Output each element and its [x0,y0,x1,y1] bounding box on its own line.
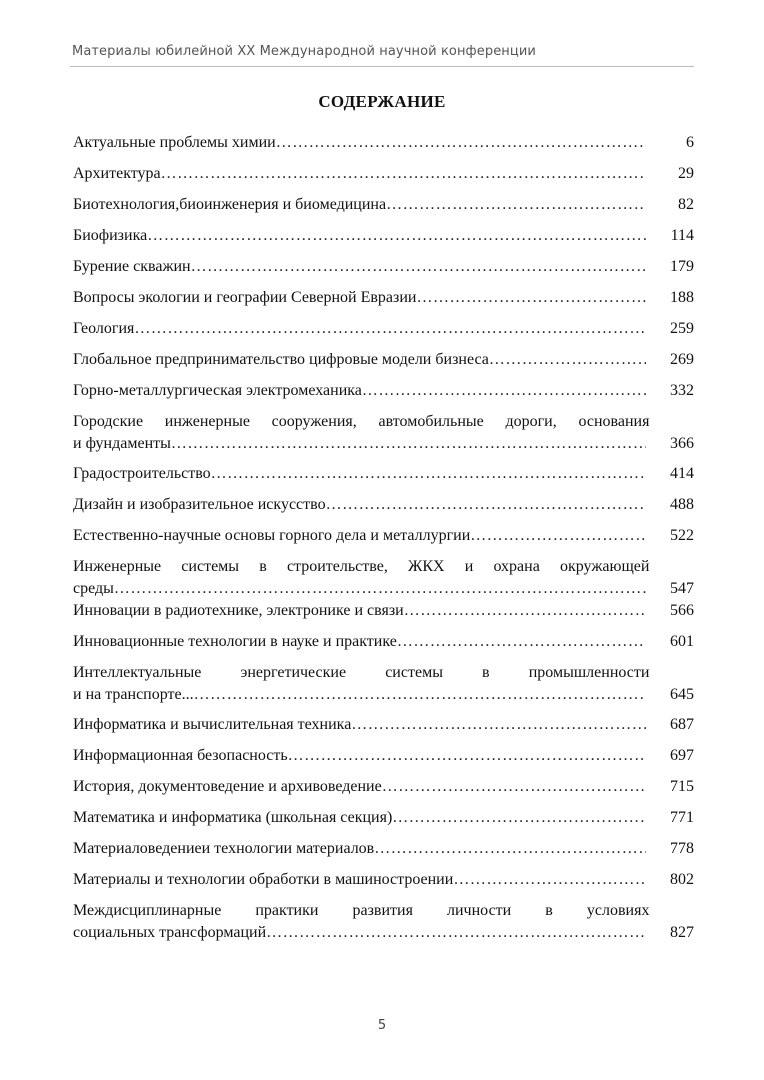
dot-leader [266,922,646,944]
toc-entry-page: 601 [670,633,694,650]
toc-entry[interactable] [73,132,694,154]
toc-entry[interactable] [73,256,694,278]
toc-entry[interactable] [73,525,694,547]
dot-leader [276,132,646,154]
toc-entry-page: 488 [670,496,694,513]
toc-entry-title: Математика и информатика (школьная секция) [73,809,393,826]
dot-leader [362,380,646,402]
toc-entry[interactable] [73,287,694,309]
toc-entry[interactable] [73,494,694,516]
toc-entry-page: 332 [670,382,694,399]
toc-entry-page: 802 [670,871,694,888]
toc-entry-title-line1: Городские инженерные сооружения, автомобильные дороги, основания [73,413,650,430]
table-of-contents [73,132,694,952]
dot-leader [453,869,646,891]
toc-entry-title: Информатика и вычислительная техника [73,716,352,733]
toc-entry-title: Материалы и технологии обработки в машиностроении [73,871,454,888]
dot-leader [416,287,646,309]
toc-entry-page: 566 [670,602,694,619]
dot-leader [326,494,646,516]
toc-entry-title-line1: Инженерные системы в строительстве, ЖКХ и охрана окружающей [73,558,650,575]
dot-leader [191,256,646,278]
toc-entry-title-line1: Интеллектуальные энергетические системы в промышленности [73,664,650,681]
toc-entry[interactable] [73,225,694,247]
dot-leader [134,318,646,340]
toc-entry[interactable] [73,869,694,891]
toc-entry-page: 6 [686,134,694,151]
toc-entry-title: Геология [73,320,135,337]
toc-entry-title: Инновации в радиотехнике, электронике и связи [73,602,404,619]
dot-leader [114,578,646,600]
toc-entry-title-line2: и фундаменты [73,435,171,452]
toc-entry[interactable] [73,194,694,216]
toc-entry-page: 778 [670,840,694,857]
toc-entry-title: Архитектура [73,165,161,182]
toc-entry-title: Естественно-научные основы горного дела и металлургии [73,527,471,544]
toc-entry-page: 547 [670,580,694,597]
dot-leader [386,194,646,216]
toc-entry-title: Бурение скважин [73,258,191,275]
toc-entry-title: Информационная безопасность [73,747,288,764]
dot-leader [489,349,646,371]
toc-entry-page: 645 [670,686,694,703]
toc-entry[interactable] [73,631,694,653]
dot-leader [211,463,646,485]
header-divider [70,66,694,67]
toc-entry[interactable] [73,380,694,402]
dot-leader [147,225,646,247]
toc-entry[interactable] [73,807,694,829]
toc-entry[interactable] [73,838,694,860]
toc-entry-page: 687 [670,716,694,733]
toc-entry-page: 259 [670,320,694,337]
dot-leader [404,600,646,622]
toc-entry-title: Биофизика [73,227,148,244]
toc-entry-title: Актуальные проблемы химии [73,134,276,151]
toc-entry[interactable] [73,556,694,600]
toc-entry-page: 827 [670,924,694,941]
toc-entry-title: Биотехнология,биоинженерия и биомедицина [73,196,387,213]
toc-entry-page: 29 [678,165,694,182]
toc-entry-page: 82 [678,196,694,213]
toc-entry-title-line1: Междисциплинарные практики развития личности в условиях [73,902,650,919]
toc-entry-title: Градостроительство [73,465,211,482]
toc-entry[interactable] [73,349,694,371]
page-number: 5 [377,1018,387,1033]
toc-entry-page: 522 [670,527,694,544]
dot-leader [194,684,646,706]
toc-entry[interactable] [73,776,694,798]
dot-leader [288,745,646,767]
dot-leader [382,776,646,798]
toc-entry[interactable] [73,900,694,944]
dot-leader [470,525,646,547]
toc-entry[interactable] [73,411,694,455]
toc-entry-page: 414 [670,465,694,482]
toc-entry-title-line2: среды [73,580,114,597]
toc-entry[interactable] [73,163,694,185]
toc-entry-title: Глобальное предпринимательство цифровые модели бизнеса [73,351,489,368]
dot-leader [374,838,646,860]
toc-entry-page: 188 [670,289,694,306]
dot-leader [351,714,646,736]
toc-entry[interactable] [73,662,694,706]
toc-entry-title: История, документоведение и архивоведение [73,778,382,795]
toc-entry-page: 114 [670,227,694,244]
toc-entry-title: Горно-металлургическая электромеханика [73,382,362,399]
toc-entry-title-line2: социальных трансформаций [73,924,267,941]
toc-entry-page: 697 [670,747,694,764]
toc-entry-page: 269 [670,351,694,368]
toc-entry[interactable] [73,318,694,340]
toc-entry-title: Материаловедениеи технологии материалов [73,840,375,857]
page-title: СОДЕРЖАНИЕ [318,92,446,111]
toc-entry[interactable] [73,714,694,736]
dot-leader [171,433,646,455]
toc-entry-page: 715 [670,778,694,795]
toc-entry[interactable] [73,463,694,485]
dot-leader [392,807,646,829]
running-header: Материалы юбилейной XX Международной научной конференции [72,44,536,59]
toc-entry[interactable] [73,600,694,622]
toc-entry-page: 366 [670,435,694,452]
toc-entry-title: Вопросы экологии и географии Северной Евразии [73,289,417,306]
toc-entry-title: Дизайн и изобразительное искусство [73,496,326,513]
toc-entry-page: 179 [670,258,694,275]
toc-entry-title: Инновационные технологии в науке и практике [73,633,397,650]
toc-entry[interactable] [73,745,694,767]
dot-leader [161,163,646,185]
dot-leader [397,631,646,653]
toc-entry-title-line2: и на транспорте... [73,686,194,703]
toc-entry-page: 771 [670,809,694,826]
